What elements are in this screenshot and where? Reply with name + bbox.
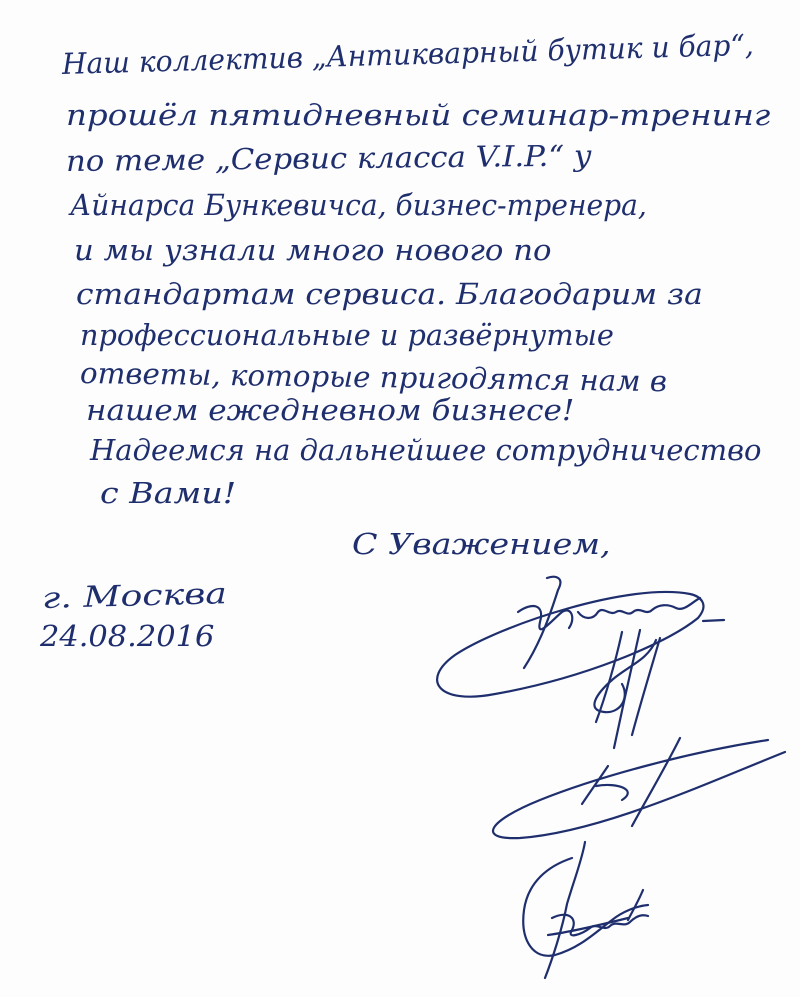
letter-line: с Вами! [100,476,237,510]
closing-line: С Уважением, [352,527,611,561]
letter-line: прошёл пятидневный семинар-тренинг [66,98,771,132]
signature-3 [523,842,648,978]
letter-line: Наш коллектив „Антикварный бутик и бар“, [61,27,755,81]
letter-line: ответы, которые пригодятся нам в [79,356,668,399]
place-line: г. Москва [41,576,228,615]
signature-1 [437,577,724,748]
letter-line: стандартам сервиса. Благодарим за [76,277,703,311]
signature-2 [493,738,785,838]
letter-line: Айнарса Бункевичса, бизнес-тренера, [70,188,647,222]
letter-line: профессиональные и развёрнутые [80,318,614,352]
letter-line: и мы узнали много нового по [74,233,552,267]
letter-line: Надеемся на дальнейшее сотрудничество [90,433,762,467]
date-line: 24.08.2016 [40,619,215,653]
letter-line: нашем ежедневном бизнесе! [86,393,575,427]
letter-line: по теме „Сервис класса V.I.P.“ у [65,138,592,178]
